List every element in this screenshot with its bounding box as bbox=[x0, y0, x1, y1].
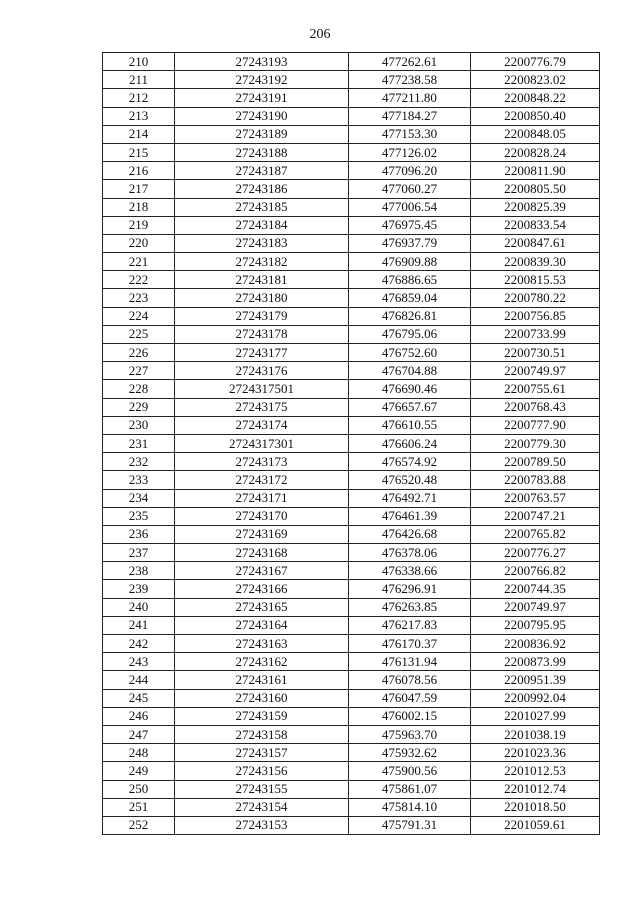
coordinate-y-cell: 2200747.21 bbox=[471, 507, 600, 525]
coordinate-x-cell: 476826.81 bbox=[349, 307, 471, 325]
point-id-cell: 27243184 bbox=[175, 216, 349, 234]
point-id-cell: 2724317501 bbox=[175, 380, 349, 398]
table-row bbox=[103, 616, 600, 634]
coordinate-x-cell: 476975.45 bbox=[349, 216, 471, 234]
coordinate-x-cell: 476610.55 bbox=[349, 416, 471, 434]
coordinate-y-cell: 2200779.30 bbox=[471, 434, 600, 452]
row-index-cell: 228 bbox=[103, 380, 175, 398]
coordinate-x-cell: 476690.46 bbox=[349, 380, 471, 398]
row-index-cell: 250 bbox=[103, 780, 175, 798]
coordinate-x-cell: 477060.27 bbox=[349, 180, 471, 198]
row-index-cell: 213 bbox=[103, 107, 175, 125]
coordinate-y-cell: 2200777.90 bbox=[471, 416, 600, 434]
point-id-cell: 27243163 bbox=[175, 635, 349, 653]
point-id-cell: 27243164 bbox=[175, 616, 349, 634]
table-row bbox=[103, 143, 600, 161]
row-index-cell: 210 bbox=[103, 53, 175, 71]
coordinate-x-cell: 477096.20 bbox=[349, 162, 471, 180]
point-id-cell: 27243157 bbox=[175, 744, 349, 762]
coordinate-x-cell: 476461.39 bbox=[349, 507, 471, 525]
point-id-cell: 27243180 bbox=[175, 289, 349, 307]
row-index-cell: 220 bbox=[103, 234, 175, 252]
row-index-cell: 235 bbox=[103, 507, 175, 525]
coordinate-y-cell: 2201018.50 bbox=[471, 798, 600, 816]
coordinate-x-cell: 475932.62 bbox=[349, 744, 471, 762]
point-id-cell: 27243175 bbox=[175, 398, 349, 416]
row-index-cell: 239 bbox=[103, 580, 175, 598]
point-id-cell: 27243159 bbox=[175, 707, 349, 725]
table-row bbox=[103, 325, 600, 343]
coordinate-y-cell: 2200744.35 bbox=[471, 580, 600, 598]
coordinate-y-cell: 2200951.39 bbox=[471, 671, 600, 689]
coordinate-x-cell: 476263.85 bbox=[349, 598, 471, 616]
coordinate-x-cell: 476217.83 bbox=[349, 616, 471, 634]
coordinate-y-cell: 2200873.99 bbox=[471, 653, 600, 671]
table-row bbox=[103, 434, 600, 452]
row-index-cell: 226 bbox=[103, 344, 175, 362]
coordinate-y-cell: 2200765.82 bbox=[471, 525, 600, 543]
coordinate-x-cell: 476574.92 bbox=[349, 453, 471, 471]
coordinates-table bbox=[102, 52, 600, 835]
coordinate-y-cell: 2200763.57 bbox=[471, 489, 600, 507]
table-row bbox=[103, 453, 600, 471]
row-index-cell: 231 bbox=[103, 434, 175, 452]
row-index-cell: 225 bbox=[103, 325, 175, 343]
row-index-cell: 221 bbox=[103, 253, 175, 271]
coordinate-y-cell: 2200847.61 bbox=[471, 234, 600, 252]
row-index-cell: 233 bbox=[103, 471, 175, 489]
row-index-cell: 244 bbox=[103, 671, 175, 689]
table-row bbox=[103, 271, 600, 289]
coordinate-y-cell: 2200789.50 bbox=[471, 453, 600, 471]
table-row bbox=[103, 653, 600, 671]
coordinate-x-cell: 476795.06 bbox=[349, 325, 471, 343]
table-row bbox=[103, 562, 600, 580]
coordinate-x-cell: 476492.71 bbox=[349, 489, 471, 507]
coordinate-y-cell: 2200749.97 bbox=[471, 598, 600, 616]
coordinate-y-cell: 2200836.92 bbox=[471, 635, 600, 653]
point-id-cell: 27243192 bbox=[175, 71, 349, 89]
coordinate-y-cell: 2200833.54 bbox=[471, 216, 600, 234]
coordinate-y-cell: 2200730.51 bbox=[471, 344, 600, 362]
table-row bbox=[103, 507, 600, 525]
point-id-cell: 27243176 bbox=[175, 362, 349, 380]
row-index-cell: 247 bbox=[103, 725, 175, 743]
row-index-cell: 234 bbox=[103, 489, 175, 507]
coordinate-y-cell: 2200776.79 bbox=[471, 53, 600, 71]
table-row bbox=[103, 380, 600, 398]
table-row bbox=[103, 289, 600, 307]
coordinate-x-cell: 476426.68 bbox=[349, 525, 471, 543]
point-id-cell: 27243167 bbox=[175, 562, 349, 580]
row-index-cell: 230 bbox=[103, 416, 175, 434]
point-id-cell: 2724317301 bbox=[175, 434, 349, 452]
point-id-cell: 27243171 bbox=[175, 489, 349, 507]
table-row bbox=[103, 216, 600, 234]
coordinate-x-cell: 476859.04 bbox=[349, 289, 471, 307]
point-id-cell: 27243168 bbox=[175, 544, 349, 562]
row-index-cell: 222 bbox=[103, 271, 175, 289]
point-id-cell: 27243189 bbox=[175, 125, 349, 143]
coordinate-y-cell: 2201012.53 bbox=[471, 762, 600, 780]
point-id-cell: 27243178 bbox=[175, 325, 349, 343]
coordinate-y-cell: 2200992.04 bbox=[471, 689, 600, 707]
table-row bbox=[103, 707, 600, 725]
table-row bbox=[103, 89, 600, 107]
coordinate-x-cell: 477006.54 bbox=[349, 198, 471, 216]
point-id-cell: 27243193 bbox=[175, 53, 349, 71]
point-id-cell: 27243185 bbox=[175, 198, 349, 216]
point-id-cell: 27243154 bbox=[175, 798, 349, 816]
point-id-cell: 27243173 bbox=[175, 453, 349, 471]
coordinate-y-cell: 2200783.88 bbox=[471, 471, 600, 489]
coordinate-x-cell: 475963.70 bbox=[349, 725, 471, 743]
table-row bbox=[103, 580, 600, 598]
coordinate-x-cell: 476704.88 bbox=[349, 362, 471, 380]
coordinate-y-cell: 2201023.36 bbox=[471, 744, 600, 762]
table-row bbox=[103, 798, 600, 816]
row-index-cell: 238 bbox=[103, 562, 175, 580]
coordinate-x-cell: 476378.06 bbox=[349, 544, 471, 562]
table-row bbox=[103, 489, 600, 507]
coordinate-x-cell: 476909.88 bbox=[349, 253, 471, 271]
coordinate-x-cell: 475814.10 bbox=[349, 798, 471, 816]
row-index-cell: 249 bbox=[103, 762, 175, 780]
coordinate-y-cell: 2201059.61 bbox=[471, 816, 600, 834]
table-row bbox=[103, 544, 600, 562]
point-id-cell: 27243153 bbox=[175, 816, 349, 834]
coordinate-x-cell: 476296.91 bbox=[349, 580, 471, 598]
table-row bbox=[103, 344, 600, 362]
table-row bbox=[103, 525, 600, 543]
coordinate-x-cell: 476047.59 bbox=[349, 689, 471, 707]
coordinate-y-cell: 2200766.82 bbox=[471, 562, 600, 580]
coordinate-x-cell: 476338.66 bbox=[349, 562, 471, 580]
point-id-cell: 27243183 bbox=[175, 234, 349, 252]
row-index-cell: 251 bbox=[103, 798, 175, 816]
coordinate-x-cell: 476606.24 bbox=[349, 434, 471, 452]
coordinate-x-cell: 477211.80 bbox=[349, 89, 471, 107]
coordinate-x-cell: 476752.60 bbox=[349, 344, 471, 362]
point-id-cell: 27243181 bbox=[175, 271, 349, 289]
table-row bbox=[103, 671, 600, 689]
table-row bbox=[103, 107, 600, 125]
row-index-cell: 214 bbox=[103, 125, 175, 143]
point-id-cell: 27243156 bbox=[175, 762, 349, 780]
coordinate-y-cell: 2200756.85 bbox=[471, 307, 600, 325]
point-id-cell: 27243166 bbox=[175, 580, 349, 598]
coordinate-x-cell: 475861.07 bbox=[349, 780, 471, 798]
point-id-cell: 27243186 bbox=[175, 180, 349, 198]
table-row bbox=[103, 398, 600, 416]
point-id-cell: 27243160 bbox=[175, 689, 349, 707]
point-id-cell: 27243172 bbox=[175, 471, 349, 489]
coordinate-x-cell: 476657.67 bbox=[349, 398, 471, 416]
table-row bbox=[103, 198, 600, 216]
table-row bbox=[103, 471, 600, 489]
point-id-cell: 27243174 bbox=[175, 416, 349, 434]
point-id-cell: 27243177 bbox=[175, 344, 349, 362]
point-id-cell: 27243187 bbox=[175, 162, 349, 180]
table-row bbox=[103, 689, 600, 707]
coordinate-y-cell: 2200828.24 bbox=[471, 143, 600, 161]
table-row bbox=[103, 162, 600, 180]
coordinate-x-cell: 477153.30 bbox=[349, 125, 471, 143]
coordinate-x-cell: 475900.56 bbox=[349, 762, 471, 780]
coordinates-table-body bbox=[103, 53, 600, 835]
row-index-cell: 242 bbox=[103, 635, 175, 653]
coordinate-x-cell: 476002.15 bbox=[349, 707, 471, 725]
point-id-cell: 27243188 bbox=[175, 143, 349, 161]
point-id-cell: 27243170 bbox=[175, 507, 349, 525]
coordinate-y-cell: 2200755.61 bbox=[471, 380, 600, 398]
point-id-cell: 27243161 bbox=[175, 671, 349, 689]
point-id-cell: 27243165 bbox=[175, 598, 349, 616]
row-index-cell: 227 bbox=[103, 362, 175, 380]
point-id-cell: 27243190 bbox=[175, 107, 349, 125]
coordinate-y-cell: 2200825.39 bbox=[471, 198, 600, 216]
row-index-cell: 211 bbox=[103, 71, 175, 89]
row-index-cell: 232 bbox=[103, 453, 175, 471]
table-row bbox=[103, 416, 600, 434]
row-index-cell: 236 bbox=[103, 525, 175, 543]
table-row bbox=[103, 635, 600, 653]
coordinate-x-cell: 477238.58 bbox=[349, 71, 471, 89]
coordinate-x-cell: 477262.61 bbox=[349, 53, 471, 71]
table-row bbox=[103, 780, 600, 798]
row-index-cell: 241 bbox=[103, 616, 175, 634]
table-row bbox=[103, 362, 600, 380]
coordinate-x-cell: 477126.02 bbox=[349, 143, 471, 161]
coordinate-x-cell: 476170.37 bbox=[349, 635, 471, 653]
coordinate-y-cell: 2200811.90 bbox=[471, 162, 600, 180]
row-index-cell: 245 bbox=[103, 689, 175, 707]
row-index-cell: 223 bbox=[103, 289, 175, 307]
table-row bbox=[103, 234, 600, 252]
table-row bbox=[103, 762, 600, 780]
table-row bbox=[103, 598, 600, 616]
coordinate-y-cell: 2200848.05 bbox=[471, 125, 600, 143]
row-index-cell: 219 bbox=[103, 216, 175, 234]
table-row bbox=[103, 816, 600, 834]
table-row bbox=[103, 725, 600, 743]
coordinate-x-cell: 476886.65 bbox=[349, 271, 471, 289]
point-id-cell: 27243182 bbox=[175, 253, 349, 271]
row-index-cell: 248 bbox=[103, 744, 175, 762]
coordinate-x-cell: 477184.27 bbox=[349, 107, 471, 125]
row-index-cell: 243 bbox=[103, 653, 175, 671]
coordinate-x-cell: 476520.48 bbox=[349, 471, 471, 489]
row-index-cell: 218 bbox=[103, 198, 175, 216]
table-row bbox=[103, 125, 600, 143]
coordinate-y-cell: 2200850.40 bbox=[471, 107, 600, 125]
page-number: 206 bbox=[309, 27, 331, 42]
coordinate-y-cell: 2200839.30 bbox=[471, 253, 600, 271]
coordinate-x-cell: 476078.56 bbox=[349, 671, 471, 689]
point-id-cell: 27243191 bbox=[175, 89, 349, 107]
table-row bbox=[103, 180, 600, 198]
coordinate-y-cell: 2201012.74 bbox=[471, 780, 600, 798]
table-row bbox=[103, 253, 600, 271]
point-id-cell: 27243155 bbox=[175, 780, 349, 798]
coordinate-x-cell: 475791.31 bbox=[349, 816, 471, 834]
coordinate-y-cell: 2200848.22 bbox=[471, 89, 600, 107]
point-id-cell: 27243162 bbox=[175, 653, 349, 671]
coordinate-y-cell: 2200815.53 bbox=[471, 271, 600, 289]
coordinate-y-cell: 2200795.95 bbox=[471, 616, 600, 634]
coordinate-x-cell: 476131.94 bbox=[349, 653, 471, 671]
coordinate-y-cell: 2200805.50 bbox=[471, 180, 600, 198]
point-id-cell: 27243179 bbox=[175, 307, 349, 325]
row-index-cell: 252 bbox=[103, 816, 175, 834]
coordinate-x-cell: 476937.79 bbox=[349, 234, 471, 252]
coordinate-y-cell: 2200776.27 bbox=[471, 544, 600, 562]
row-index-cell: 237 bbox=[103, 544, 175, 562]
coordinate-y-cell: 2200733.99 bbox=[471, 325, 600, 343]
table-row bbox=[103, 307, 600, 325]
coordinate-y-cell: 2201038.19 bbox=[471, 725, 600, 743]
table-row bbox=[103, 71, 600, 89]
row-index-cell: 217 bbox=[103, 180, 175, 198]
coordinate-y-cell: 2201027.99 bbox=[471, 707, 600, 725]
coordinate-y-cell: 2200768.43 bbox=[471, 398, 600, 416]
table-row bbox=[103, 53, 600, 71]
row-index-cell: 240 bbox=[103, 598, 175, 616]
table-row bbox=[103, 744, 600, 762]
coordinate-y-cell: 2200780.22 bbox=[471, 289, 600, 307]
coordinate-y-cell: 2200823.02 bbox=[471, 71, 600, 89]
coordinate-y-cell: 2200749.97 bbox=[471, 362, 600, 380]
row-index-cell: 229 bbox=[103, 398, 175, 416]
point-id-cell: 27243158 bbox=[175, 725, 349, 743]
row-index-cell: 212 bbox=[103, 89, 175, 107]
point-id-cell: 27243169 bbox=[175, 525, 349, 543]
row-index-cell: 224 bbox=[103, 307, 175, 325]
row-index-cell: 246 bbox=[103, 707, 175, 725]
row-index-cell: 215 bbox=[103, 143, 175, 161]
row-index-cell: 216 bbox=[103, 162, 175, 180]
